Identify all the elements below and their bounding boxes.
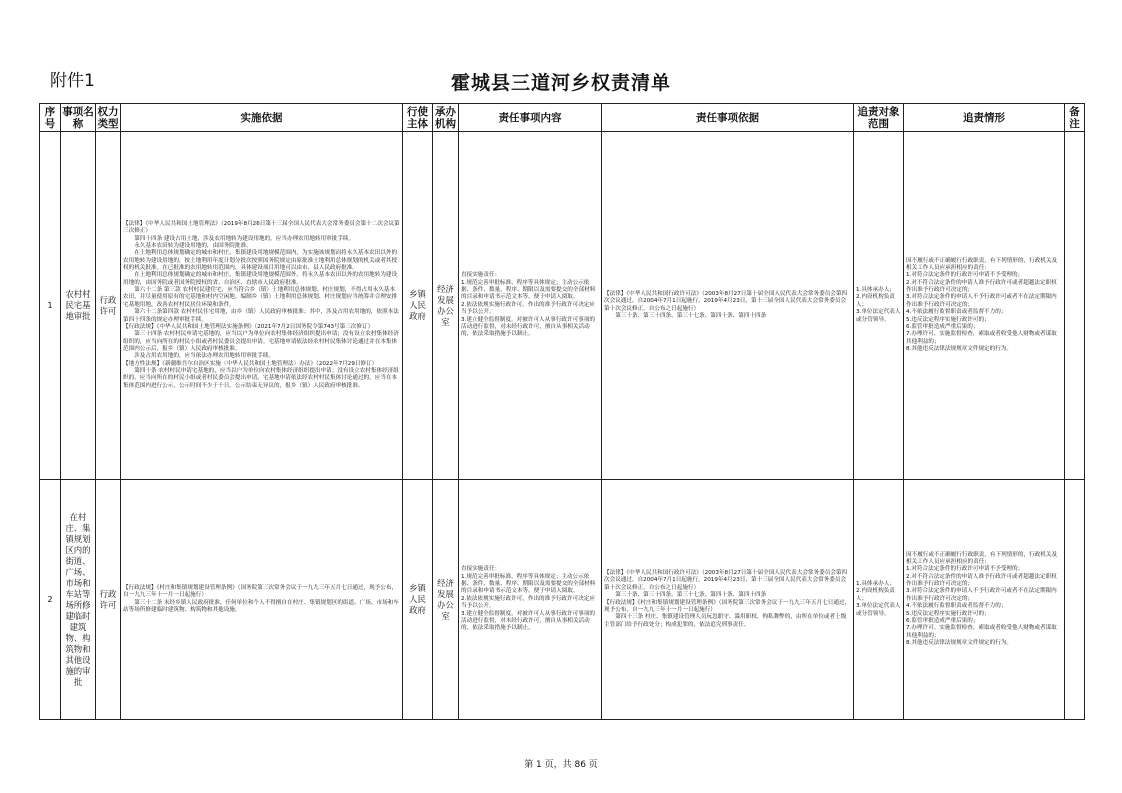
row-scope: 1.具体承办人； 2.内设机构负责人； 3.单位法定代表人或分管领导。: [854, 132, 904, 480]
row-content-basis: 【法律】《中华人民共和国行政许可法》（2003年8月27日第十届全国人民代表大会常务委员会第四次会议通过，自2004年7月1日起施行，2019年4月23日，第十三届全国人民代表大会常务委员会第十次会议修正，自公布之日起施行） 第三十条、第三十四条、第三十七条、第四十条、第四十四条 【行政法规】《村庄和集镇规划建设管理条例》（国务院第三次常务会议于一九九三年五月七日通过，现予公布，自一九九三年十一月一日起施行） 第四十三条 村庄、集镇建设管理人员玩忽职守、滥用职权、徇私舞弊的，由所在单位或者上级主管部门给予行政处分；构成犯罪的，依法追究刑事责任。: [602, 480, 854, 720]
header-type: 权力类型: [97, 105, 119, 130]
row-subject: 乡镇人民政府: [403, 480, 433, 720]
row-agency: 经济发展办公室: [433, 480, 459, 720]
header-seq: 序号: [40, 104, 61, 132]
row-content: 直接实施责任： 1.规范完善审批标准、程序等具体规定；主动公示依据、条件、数量、程序、期限以及需要提交的全部材料的目录和申请书示范文本等，便于申请人阅取。 2.依法依规实施行政许可，作出的准予行政许可决定应当予以公开。 3.建立健全监督制度，对被许可人从事行政许可事项的活动进行监督，对未经行政许可，擅自从事相关活动的，依法采取措施予以制止。: [459, 480, 602, 720]
table-row: [40, 480, 1085, 720]
row-basis: 【法律】《中华人民共和国土地管理法》（2019年8月26日第十三届全国人民代表大会常务委员会第十二次会议第三次修正） 第四十四条 建设占用土地，涉及农用地转为建设用地的，应当办理农用地转用审批手续。 永久基本农田转为建设用地的，由国务院批准。 在土地利用总体规划确定的城市和村庄、集镇建设用地规模范围内，为实施该规划而将永久基本农田以外的农用地转为建设用地的，按土地利用年度计划分批次按照国务院规定由原批准土地利用总体规划的机关或者其授权的机关批准。在已批准的农用地转用范围内，具体建设项目用地可以由市、县人民政府批准。 在土地利用总体规划确定的城市和村庄、集镇建设用地规模范围外，将永久基本农田以外的农用地转为建设用地的，由国务院或者国务院授权的省、自治区、直辖市人民政府批准。 第六十二条 第三款 农村村民建住宅，应当符合乡（镇）土地利用总体规划、村庄规划，不得占用永久基本农田，并尽量使用原有的宅基地和村内空闲地。编制乡（镇）土地利用总体规划、村庄规划应当统筹并合理安排宅基地用地，改善农村村民居住环境和条件。 第六十二条第四款 农村村民住宅用地，由乡（镇）人民政府审核批准；其中，涉及占用农用地的，依照本法第四十四条的规定办理审批手续。 【行政法规】《中华人民共和国土地管理法实施条例》（2021年7月2日国务院令第743号第三次修订） 第三十四条 农村村民申请宅基地的，应当以户为单位向农村集体经济组织提出申请；没有设立农村集体经济组织的，应当向所在的村民小组或者村民委员会提出申请。宅基地申请依法经农村村民集体讨论通过并在本集体范围内公示后，报乡（镇）人民政府审核批准。 涉及占用农用地的，应当依法办理农用地转用审批手续。 【地方性法规】《新疆维吾尔自治区实施〈中华人民共和国土地管理法〉办法》（2022年7月29日修订） 第四十条 农村村民申请宅基地的，应当以户为单位向农村集体经济组织提出申请；没有设立农村集体经济组织的，应当向所在的村民小组或者村民委员会提出申请。宅基地申请依法经农村村民集体讨论通过的，应当在本集体范围内进行公示，公示时间不少于十日。公示结束无异议的，报乡（镇）人民政府审核批准。: [121, 132, 403, 480]
row-seq: 2: [40, 480, 61, 720]
row-content: 直接实施责任： 1.规范完善审批标准、程序等具体规定；主动公示依据、条件、数量、程序、期限以及需要提交的全部材料的目录和申请书示范文本等，便于申请人阅取。 2.依法依规实施行政许可，作出的准予行政许可决定应当予以公开。 3.建立健全监督制度，对被许可人从事行政许可事项的活动进行监督，对未经行政许可，擅自从事相关活动的，依法采取措施予以制止。: [459, 132, 602, 480]
row-name: 农村村民宅基地审批: [61, 132, 96, 480]
row-type: 行政许可: [96, 132, 121, 480]
row-cases: 因不履行或不正确履行行政职责，有下列情形的，行政机关及相关工作人员应承担相应的责任： 1.对符合法定条件的行政许可申请不予受理的； 2.对不符合法定条件的申请人准予行政许可或者超越法定职权作出准予行政许可决定的； 3.对符合法定条件的申请人不予行政许可或者不在法定期限内作出准予行政许可决定的； 4.不依法履行监督职责或者监督不力的； 5.违反法定程序实施行政许可的； 6.监管审批造成严重后果的； 7.办理许可、实施监督检查，索取或者收受他人财物或者谋取其他利益的； 8.其他违反法律法规规章文件规定的行为。: [904, 480, 1065, 720]
row-agency: 经济发展办公室: [433, 132, 459, 480]
header-remark: 备注: [1065, 104, 1085, 132]
row-remark: [1065, 132, 1085, 480]
row-content-basis: 【法律】《中华人民共和国行政许可法》（2003年8月27日第十届全国人民代表大会常务委员会第四次会议通过，自2004年7月1日起施行，2019年4月23日，第十三届全国人民代表大会常务委员会第十次会议修正，自公布之日起施行） 第三十条、第三十四条、第三十七条、第四十条、第四十四条: [602, 132, 854, 480]
header-name: 事项名称: [62, 105, 94, 130]
header-content: 责任事项内容: [459, 104, 602, 132]
header-basis: 实施依据: [121, 104, 403, 132]
row-seq: 1: [40, 132, 61, 480]
header-content-basis: 责任事项依据: [602, 104, 854, 132]
row-basis: 【行政法规】《村庄和集镇规划建设管理条例》（国务院第三次常务会议于一九九三年五月七日通过，现予公布，自一九九三年十一月一日起施行） 第三十二条 未经乡镇人民政府批准，任何单位和个人不得擅自在村庄、集镇规划区的街道、广场、市场和车站等场所修建临时建筑物、构筑物和其他设施。: [121, 480, 403, 720]
row-scope: 1.具体承办人； 2.内设机构负责人； 3.单位法定代表人或分管领导。: [854, 480, 904, 720]
header-cases: 追责情形: [904, 104, 1065, 132]
attachment-label: 附件1: [50, 71, 95, 91]
header-subject: 行使主体: [403, 104, 433, 132]
row-remark: [1065, 480, 1085, 720]
row-subject: 乡镇人民政府: [403, 132, 433, 480]
header-row: [40, 104, 1085, 132]
header-scope: 追责对象范围: [854, 104, 904, 132]
table-row: [40, 132, 1085, 480]
responsibility-table: [39, 103, 1085, 720]
page-number: 第 1 页，共 86 页: [524, 760, 598, 770]
row-type: 行政许可: [96, 480, 121, 720]
row-name: 在村庄、集镇规划区内的街道、广场、市场和车站等场所修建临时建筑物、构筑物和其他设施的审批: [61, 480, 96, 720]
page-title: 霍城县三道河乡权责清单: [450, 72, 671, 94]
row-cases: 因不履行或不正确履行行政职责，有下列情形的，行政机关及相关工作人员应承担相应的责任： 1.对符合法定条件的行政许可申请不予受理的； 2.对不符合法定条件的申请人准予行政许可或者超越法定职权作出准予行政许可决定的； 3.对符合法定条件的申请人不予行政许可或者不在法定期限内作出准予行政许可决定的； 4.不依法履行监督职责或者监督不力的； 5.违反法定程序实施行政许可的； 6.监管审批造成严重后果的； 7.办理许可、实施监督检查，索取或者收受他人财物或者谋取其他利益的； 8.其他违反法律法规规章文件规定的行为。: [904, 132, 1065, 480]
header-agency: 承办机构: [433, 104, 459, 132]
